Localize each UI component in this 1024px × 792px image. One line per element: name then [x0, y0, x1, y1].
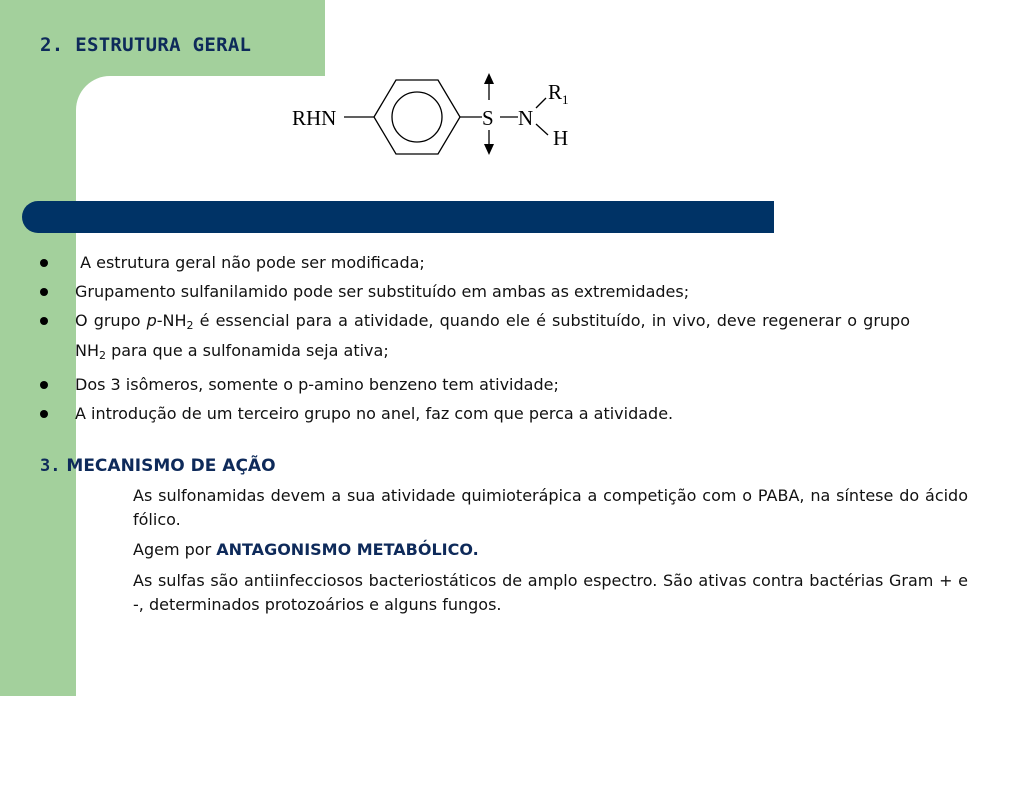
list-item [0, 250, 910, 275]
white-curve [76, 76, 144, 144]
bullet-dot [40, 259, 48, 267]
formula-rhn: RHN [292, 106, 337, 130]
formula-n: N [518, 106, 534, 130]
section-2-title: 2. ESTRUTURA GERAL [40, 34, 252, 56]
navy-divider-bar [22, 201, 774, 233]
formula-s: S [482, 106, 494, 130]
r-sub: 1 [562, 92, 569, 107]
list-item [0, 401, 910, 426]
bullet-text-italic: p [146, 311, 157, 330]
bond-n-h [536, 124, 548, 135]
paragraph-spectrum: As sulfas são antiinfecciosos bacteriostáticos de amplo espectro. São ativas contra bactérias Gram + e -, determinados protozoários e alguns fungos. [133, 571, 968, 614]
list-item [0, 372, 910, 397]
arrow-down-head [484, 144, 494, 155]
list-item [0, 279, 910, 304]
formula-r1 [548, 80, 569, 107]
sulfonamide-structure [280, 66, 600, 166]
formula-h: H [553, 126, 569, 150]
subscript: 2 [99, 349, 106, 362]
bullet-text [75, 308, 910, 368]
arrow-up-head [484, 73, 494, 84]
bullet-text-part: para que a sulfonamida seja ativa; [106, 341, 389, 360]
section-3-number: 3. [40, 456, 61, 476]
bullet-dot [40, 381, 48, 389]
bullet-dot [40, 288, 48, 296]
benzene-ring [374, 80, 460, 154]
subscript: 2 [186, 319, 194, 332]
paragraph-antagonism [75, 538, 968, 562]
paragraph-prefix: Agem por [133, 540, 217, 559]
bullet-text: Dos 3 isômeros, somente o p-amino benzeno tem atividade; [75, 375, 559, 394]
bullet-dot [40, 317, 48, 325]
benzene-circle [392, 92, 442, 142]
bullet-text-part: O grupo [75, 311, 147, 330]
highlight-antagonism: ANTAGONISMO METABÓLICO. [216, 540, 479, 559]
section-3-heading [40, 456, 276, 476]
bullet-dot [40, 410, 48, 418]
bullet-text: Grupamento sulfanilamido pode ser substituído em ambas as extremidades; [75, 282, 690, 301]
paragraph-competition: As sulfonamidas devem a sua atividade quimioterápica a competição com o PABA, na síntese do ácido fólico. [133, 486, 968, 529]
section-3-title: MECANISMO DE AÇÃO [66, 456, 276, 476]
bullet-text-part: é essencial para a atividade, quando ele é substituído, in vivo, deve regenerar o grupo NH [75, 311, 910, 360]
bullet-text-part: -NH [156, 311, 187, 330]
bullet-text: A estrutura geral não pode ser modificada; [75, 253, 425, 272]
bullet-list [0, 250, 1024, 430]
list-item [0, 308, 910, 368]
bullet-text: A introdução de um terceiro grupo no anel, faz com que perca a atividade. [75, 404, 674, 423]
bond-n-r1 [536, 98, 546, 108]
r-label: R [548, 80, 563, 104]
